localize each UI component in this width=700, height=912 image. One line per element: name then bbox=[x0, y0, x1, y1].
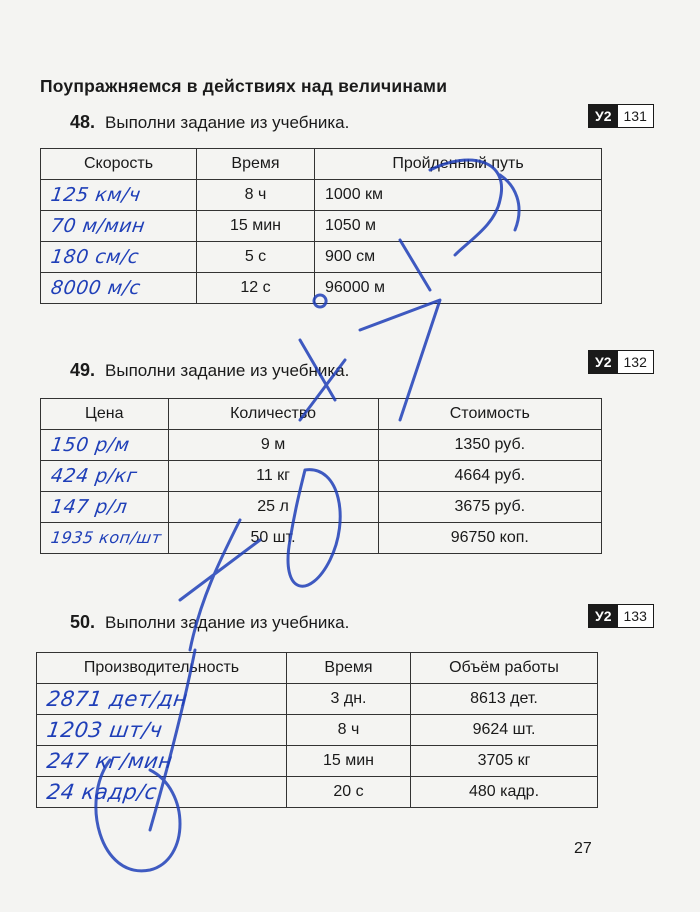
table-cell: 1050 м bbox=[315, 211, 602, 242]
column-header: Время bbox=[197, 149, 315, 180]
column-header: Время bbox=[287, 653, 411, 684]
table-row bbox=[41, 211, 602, 242]
column-header: Производительность bbox=[37, 653, 287, 684]
handwritten-answer: 150 р/м bbox=[49, 434, 132, 456]
table-cell: 8 ч bbox=[197, 180, 315, 211]
handwritten-answer: 70 м/мин bbox=[49, 215, 147, 237]
handwritten-answer-cell bbox=[41, 461, 169, 492]
handwritten-answer: 180 см/с bbox=[49, 246, 141, 268]
table-row bbox=[41, 492, 602, 523]
table-cell: 15 мин bbox=[287, 746, 411, 777]
table-row bbox=[41, 523, 602, 554]
handwritten-answer-cell bbox=[41, 523, 169, 554]
table-cell: 8 ч bbox=[287, 715, 411, 746]
handwritten-answer: 125 км/ч bbox=[49, 184, 143, 206]
table-cell: 20 с bbox=[287, 777, 411, 808]
handwritten-answer: 247 кг/мин bbox=[45, 749, 175, 773]
table-cell: 3675 руб. bbox=[378, 492, 601, 523]
table-cell: 480 кадр. bbox=[411, 777, 598, 808]
table-row bbox=[41, 180, 602, 211]
task-49-table bbox=[40, 398, 602, 554]
badge-page: 132 bbox=[618, 351, 653, 373]
table-cell: 3705 кг bbox=[411, 746, 598, 777]
handwritten-answer-cell bbox=[37, 715, 287, 746]
table-cell: 12 с bbox=[197, 273, 315, 304]
table-cell: 15 мин bbox=[197, 211, 315, 242]
table-cell: 1350 руб. bbox=[378, 430, 601, 461]
table-cell: 1000 км bbox=[315, 180, 602, 211]
table-row bbox=[41, 242, 602, 273]
table-cell: 25 л bbox=[168, 492, 378, 523]
task-number: 48. bbox=[70, 112, 96, 132]
section-title: Поупражняемся в действиях над величинами bbox=[40, 76, 448, 96]
column-header: Стоимость bbox=[378, 399, 601, 430]
table-row bbox=[41, 430, 602, 461]
table-cell: 3 дн. bbox=[287, 684, 411, 715]
handwritten-answer: 424 р/кг bbox=[49, 465, 139, 487]
handwritten-answer: 147 р/л bbox=[49, 496, 129, 518]
task-instruction: Выполни задание из учебника. bbox=[105, 361, 350, 380]
handwritten-answer: 8000 м/с bbox=[49, 277, 143, 299]
table-cell: 4664 руб. bbox=[378, 461, 601, 492]
task-50-table bbox=[36, 652, 598, 808]
textbook-reference-badge bbox=[588, 104, 654, 128]
handwritten-answer-cell bbox=[41, 180, 197, 211]
table-header-row bbox=[37, 653, 598, 684]
handwritten-answer-cell bbox=[37, 777, 287, 808]
table-cell: 9 м bbox=[168, 430, 378, 461]
badge-series: У2 bbox=[589, 351, 618, 373]
task-number: 50. bbox=[70, 612, 96, 632]
table-row bbox=[41, 461, 602, 492]
handwritten-answer-cell bbox=[41, 273, 197, 304]
table-row bbox=[37, 684, 598, 715]
column-header: Пройденный путь bbox=[315, 149, 602, 180]
task-instruction: Выполни задание из учебника. bbox=[105, 613, 350, 632]
badge-page: 133 bbox=[618, 605, 653, 627]
handwritten-answer-cell bbox=[41, 242, 197, 273]
handwritten-answer-cell bbox=[41, 430, 169, 461]
textbook-reference-badge bbox=[588, 604, 654, 628]
column-header: Объём работы bbox=[411, 653, 598, 684]
handwritten-answer: 1203 шт/ч bbox=[45, 718, 165, 742]
handwritten-answer: 24 кадр/с bbox=[45, 780, 159, 804]
table-cell: 8613 дет. bbox=[411, 684, 598, 715]
table-cell: 900 см bbox=[315, 242, 602, 273]
table-header-row bbox=[41, 399, 602, 430]
table-header-row bbox=[41, 149, 602, 180]
column-header: Скорость bbox=[41, 149, 197, 180]
task-49-heading bbox=[70, 360, 349, 381]
task-48-table bbox=[40, 148, 602, 304]
table-cell: 5 с bbox=[197, 242, 315, 273]
table-cell: 9624 шт. bbox=[411, 715, 598, 746]
handwritten-answer: 2871 дет/дн bbox=[45, 687, 190, 711]
column-header: Количество bbox=[168, 399, 378, 430]
page-number: 27 bbox=[574, 840, 592, 857]
table-row bbox=[41, 273, 602, 304]
badge-page: 131 bbox=[618, 105, 653, 127]
task-48-heading bbox=[70, 112, 349, 133]
handwritten-answer-cell bbox=[41, 492, 169, 523]
handwritten-answer-cell bbox=[37, 684, 287, 715]
handwritten-answer-cell bbox=[37, 746, 287, 777]
column-header: Цена bbox=[41, 399, 169, 430]
table-cell: 96750 коп. bbox=[378, 523, 601, 554]
handwritten-answer-cell bbox=[41, 211, 197, 242]
table-row bbox=[37, 777, 598, 808]
table-cell: 96000 м bbox=[315, 273, 602, 304]
table-cell: 50 шт. bbox=[168, 523, 378, 554]
textbook-reference-badge bbox=[588, 350, 654, 374]
badge-series: У2 bbox=[589, 605, 618, 627]
task-50-heading bbox=[70, 612, 349, 633]
handwritten-answer: 1935 коп/шт bbox=[49, 528, 163, 547]
badge-series: У2 bbox=[589, 105, 618, 127]
table-row bbox=[37, 715, 598, 746]
table-row bbox=[37, 746, 598, 777]
task-instruction: Выполни задание из учебника. bbox=[105, 113, 350, 132]
task-number: 49. bbox=[70, 360, 96, 380]
table-cell: 11 кг bbox=[168, 461, 378, 492]
